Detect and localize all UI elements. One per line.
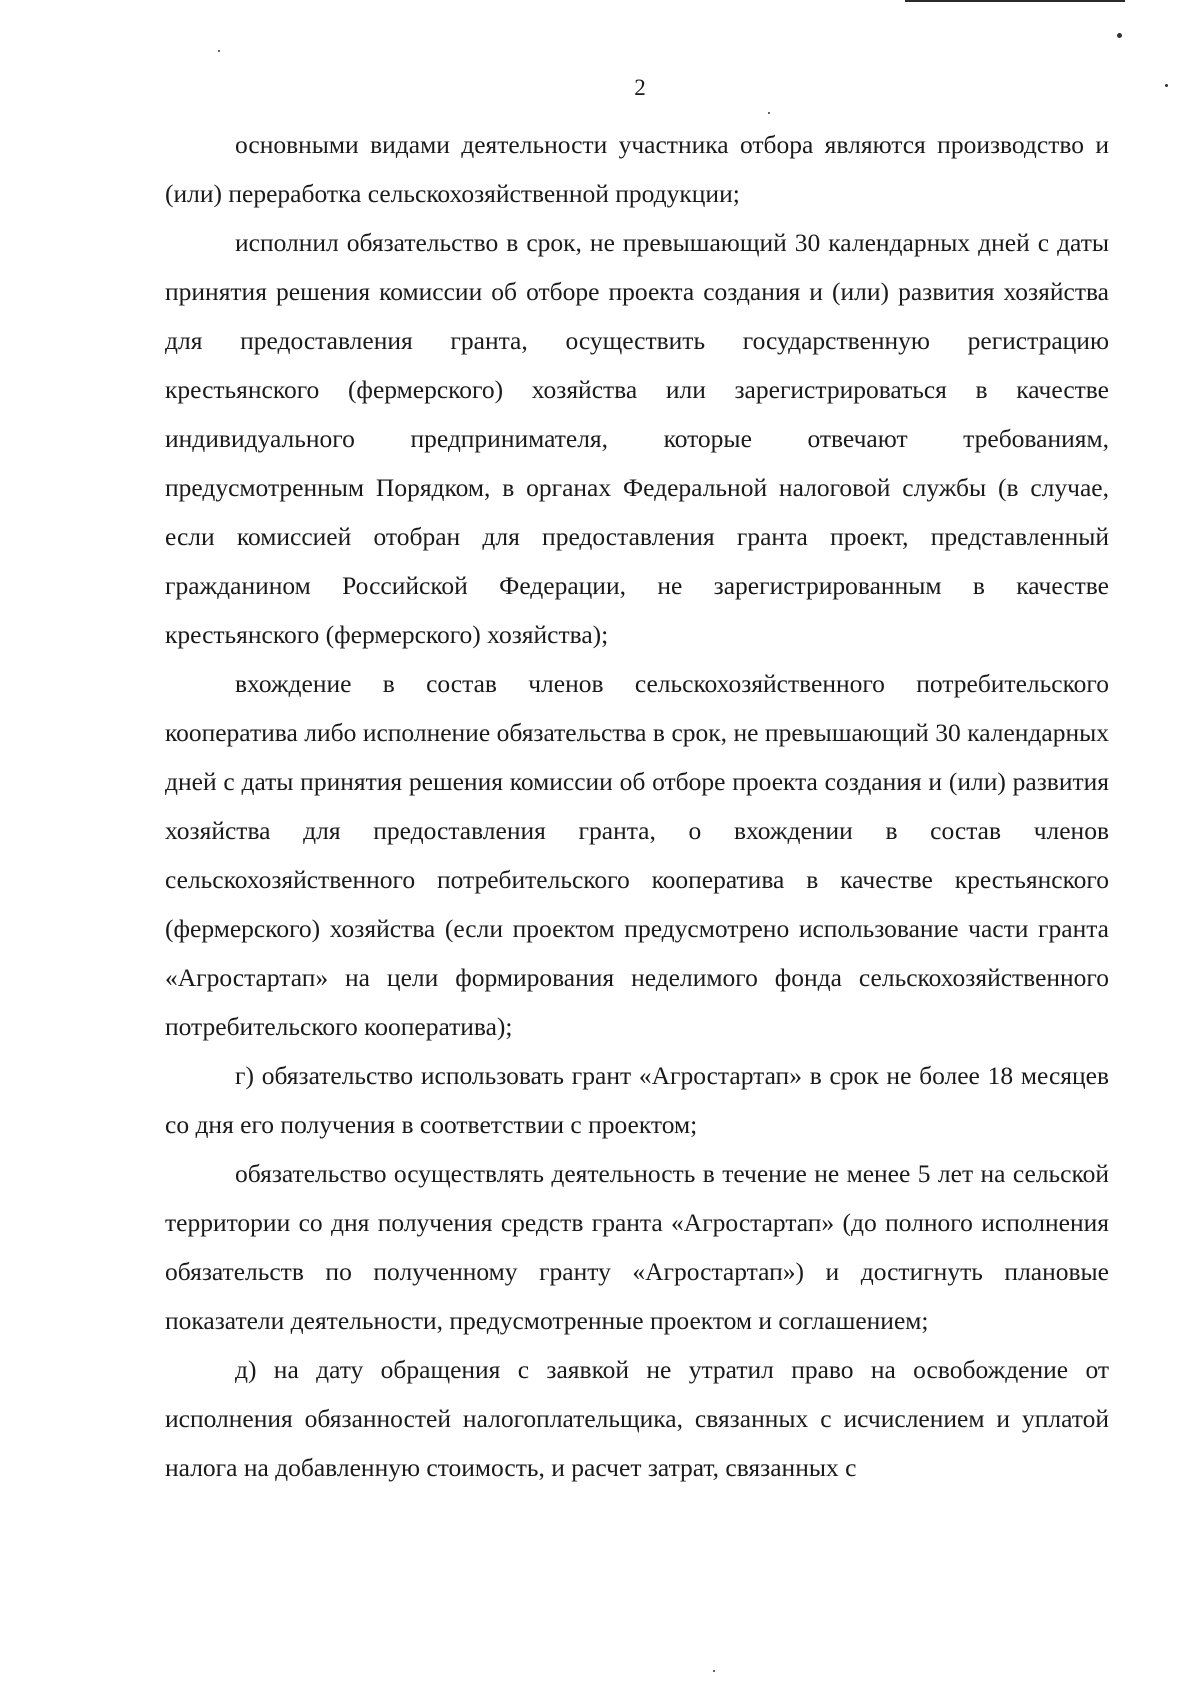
paragraph: вхождение в состав членов сельскохозяйственного потребительского кооператива либо исполнение обязательства в срок, не превышающий 30 календарных дней с даты принятия решения комиссии об отборе проекта создания и (или) развития хозяйства для предоставления гранта, о вхождении в состав членов сельскохозяйственного потребительского кооператива в качестве крестьянского (фермерского) хозяйства (если проектом предусмотрено использование части гранта «Агростартап» на цели формирования неделимого фонда сельскохозяйственного потребительского кооператива); (165, 669, 1109, 1041)
scan-speck (218, 50, 220, 52)
paragraph: д) на дату обращения с заявкой не утратил право на освобождение от исполнения обязанностей налогоплательщика, связанных с исчислением и уплатой налога на добавленную стоимость, и расчет затрат, связанных с (165, 1355, 1109, 1482)
paragraph: основными видами деятельности участника отбора являются производство и (или) переработка сельскохозяйственной продукции; (165, 130, 1109, 208)
scan-speck (1117, 33, 1122, 38)
top-edge-rule (905, 0, 1125, 2)
paragraph: исполнил обязательство в срок, не превышающий 30 календарных дней с даты принятия решения комиссии об отборе проекта создания и (или) развития хозяйства для предоставления гранта, осуществить государственную регистрацию крестьянского (фермерского) хозяйства или зарегистрироваться в качестве индивидуального предпринимателя, которые отвечают требованиям, предусмотренным Порядком, в органах Федеральной налоговой службы (в случае, если комиссией отобран для предоставления гранта проект, представленный гражданином Российской Федерации, не зарегистрированным в качестве крестьянского (фермерского) хозяйства); (165, 228, 1109, 649)
scan-speck (768, 112, 770, 114)
paragraph: г) обязательство использовать грант «Агростартап» в срок не более 18 месяцев со дня его получения в соответствии с проектом; (165, 1061, 1109, 1139)
page-number: 2 (634, 75, 646, 100)
document-body (165, 120, 1109, 1492)
paragraph: обязательство осуществлять деятельность в течение не менее 5 лет на сельской территории со дня получения средств гранта «Агростартап» (до полного исполнения обязательств по полученному гранту «Агростартап») и достигнуть плановые показатели деятельности, предусмотренные проектом и соглашением; (165, 1159, 1109, 1335)
scan-speck (713, 1670, 715, 1672)
